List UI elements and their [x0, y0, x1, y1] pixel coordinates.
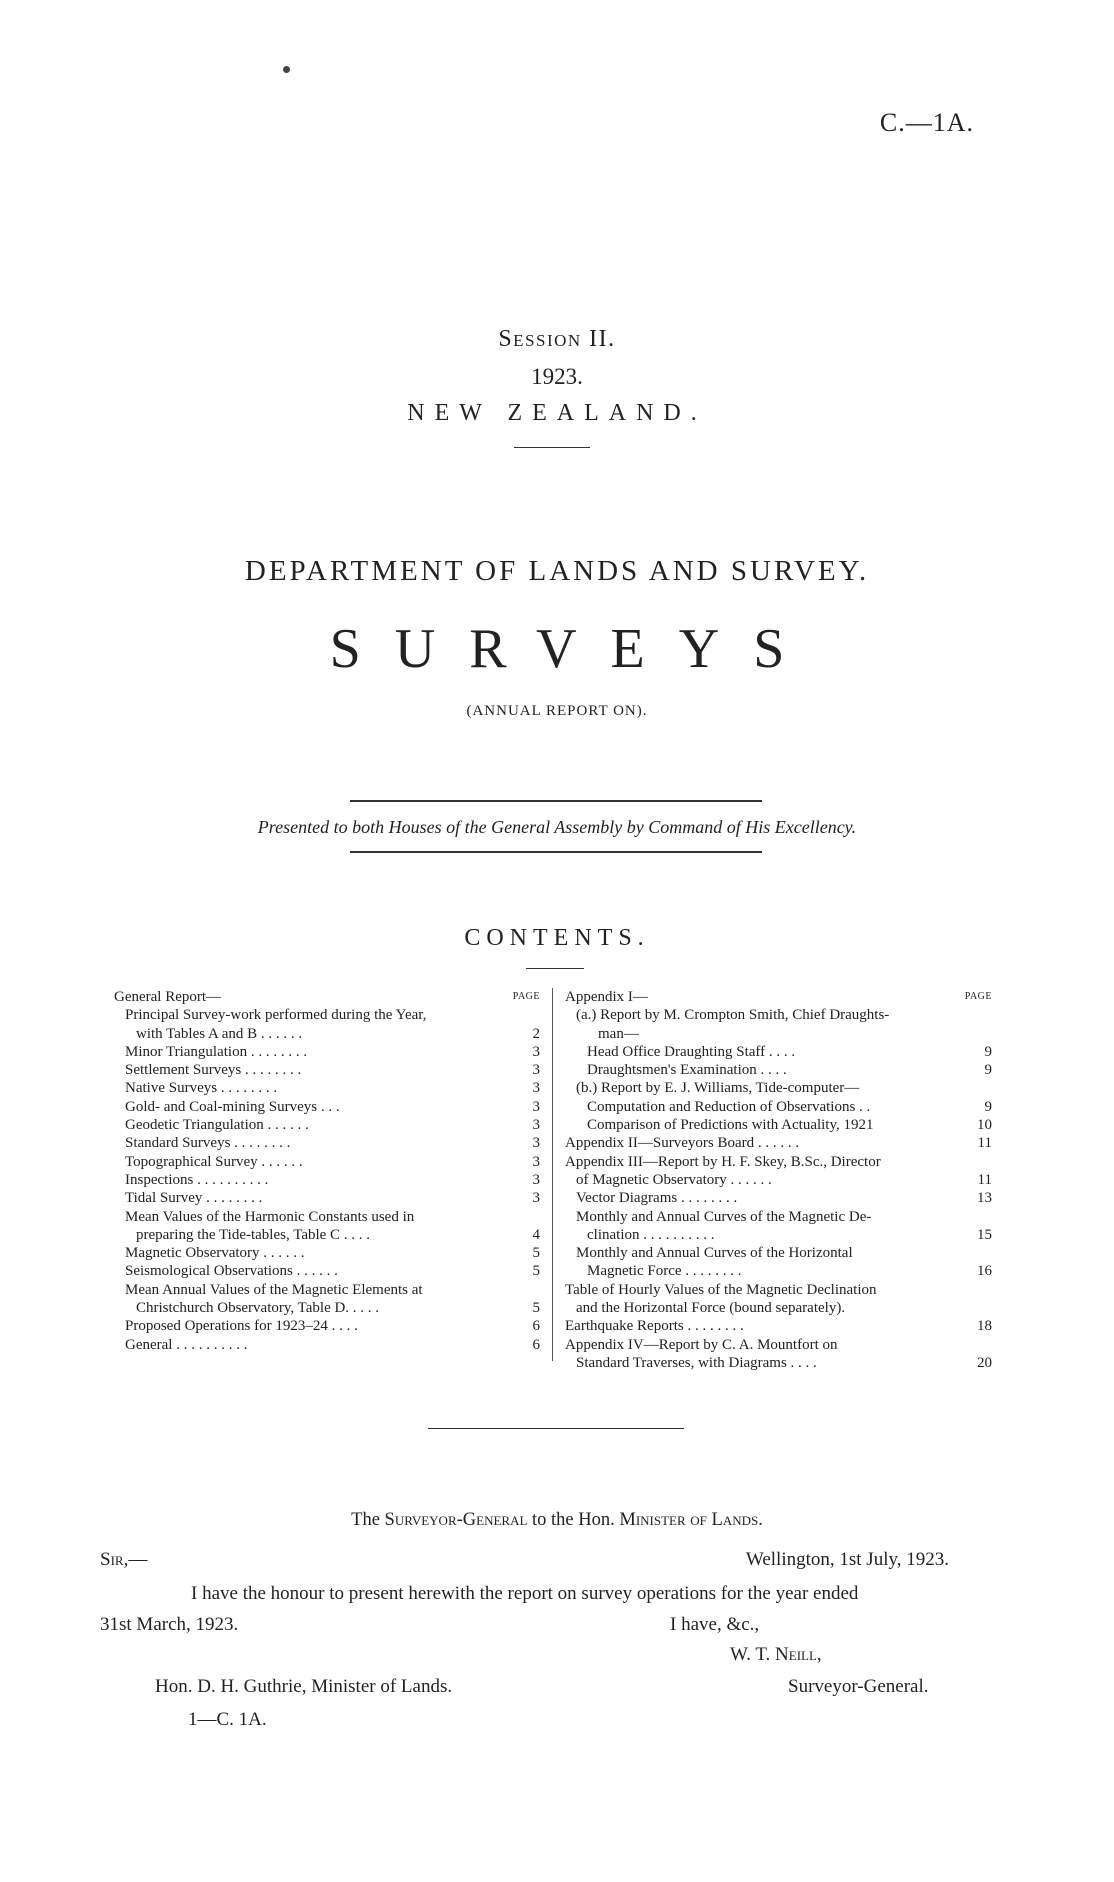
contents-entry — [565, 1116, 992, 1134]
contents-entry — [114, 1098, 540, 1116]
contents-entry-page: 3 — [529, 1189, 541, 1207]
contents-entry-page: 4 — [529, 1226, 541, 1244]
contents-entry — [114, 1061, 540, 1079]
contents-entry — [114, 988, 540, 1006]
contents-entry — [565, 1189, 992, 1207]
contents-entry — [565, 1171, 992, 1189]
contents-entry-title: Standard Traverses, with Diagrams . . . . — [576, 1354, 817, 1371]
contents-entry — [565, 1134, 992, 1152]
page-footer-ref: 1—C. 1A. — [188, 1709, 267, 1730]
contents-entry — [114, 1208, 540, 1226]
letter-signature: W. T. Neill, — [730, 1644, 822, 1665]
contents-entry — [565, 1153, 992, 1171]
contents-entry-page: 11 — [974, 1171, 992, 1189]
salutation: Sir,— — [100, 1549, 148, 1570]
contents-entry-page: 11 — [974, 1134, 992, 1152]
contents-entry — [114, 1134, 540, 1152]
contents-entry — [114, 1006, 540, 1024]
country: NEW ZEALAND. — [407, 400, 707, 426]
contents-entry-title: and the Horizontal Force (bound separately). — [576, 1300, 846, 1317]
contents-entry — [565, 1336, 992, 1354]
letter-closing: I have, &c., — [670, 1614, 760, 1635]
contents-entry — [565, 1299, 992, 1317]
contents-entry-page: 3 — [529, 1098, 541, 1116]
contents-entry-title: Appendix IV—Report by C. A. Mountfort on — [565, 1336, 838, 1353]
contents-entry — [565, 1281, 992, 1299]
presented-line: Presented to both Houses of the General Assembly by Command of His Excellency. — [257, 817, 857, 837]
contents-entry-title: preparing the Tide-tables, Table C . . . . — [136, 1226, 371, 1243]
contents-entry-page: 3 — [529, 1134, 541, 1152]
contents-entry-page: 10 — [973, 1116, 992, 1134]
contents-entry-title: Geodetic Triangulation . . . . . . — [125, 1117, 309, 1134]
contents-entry-page: 5 — [529, 1262, 541, 1280]
contents-entry-title: (b.) Report by E. J. Williams, Tide-computer— — [576, 1080, 860, 1097]
contents-entry-title: Head Office Draughting Staff . . . . — [587, 1043, 796, 1060]
contents-entry-title: Principal Survey-work performed during the Year, — [125, 1007, 427, 1024]
session: Session II. — [498, 326, 616, 352]
contents-entry-title: Appendix I— — [565, 989, 648, 1005]
contents-entry-title: General Report— — [114, 989, 222, 1005]
contents-entry — [565, 1244, 992, 1262]
letter-body-line-2: 31st March, 1923. — [100, 1614, 239, 1635]
contents-entry — [565, 1006, 992, 1024]
contents-entry-title: Native Surveys . . . . . . . . — [125, 1080, 278, 1097]
contents-entry-page: 2 — [529, 1025, 541, 1043]
letter-heading-recipient: Minister of Lands — [619, 1510, 759, 1530]
contents-entry-page: 6 — [529, 1317, 541, 1335]
letter-heading-sender: Surveyor-General — [384, 1510, 528, 1530]
contents-entry-page: 9 — [981, 1098, 993, 1116]
letter-heading-part: to the Hon. — [527, 1510, 620, 1530]
contents-entry-title: Mean Annual Values of the Magnetic Elements at — [125, 1281, 423, 1298]
contents-entry — [114, 1336, 540, 1354]
contents-entry — [565, 1079, 992, 1097]
contents-entry — [114, 1079, 540, 1097]
contents-entry — [114, 1317, 540, 1335]
contents-entry-title: Computation and Reduction of Observations . . — [587, 1098, 871, 1115]
title-divider — [514, 447, 590, 448]
contents-entry-title: Magnetic Observatory . . . . . . — [125, 1245, 305, 1262]
contents-entry-title: Topographical Survey . . . . . . — [125, 1153, 303, 1170]
contents-entry-title: with Tables A and B . . . . . . — [136, 1025, 303, 1042]
contents-entry-page: 3 — [529, 1153, 541, 1171]
contents-entry — [114, 1281, 540, 1299]
signatory-title: Surveyor-General. — [788, 1676, 929, 1697]
contents-entry-title: Appendix II—Surveyors Board . . . . . . — [565, 1135, 800, 1152]
contents-entry-title: Draughtsmen's Examination . . . . — [587, 1062, 787, 1079]
contents-entry — [114, 1043, 540, 1061]
contents-entry-page: 3 — [529, 1079, 541, 1097]
contents-entry-title: Gold- and Coal-mining Surveys . . . — [125, 1098, 340, 1115]
contents-entry-title: Magnetic Force . . . . . . . . — [587, 1263, 742, 1280]
contents-entry-page: 3 — [529, 1171, 541, 1189]
contents-entry-page: 5 — [529, 1299, 541, 1317]
contents-entry-title: Proposed Operations for 1923–24 . . . . — [125, 1318, 358, 1335]
presented-rule-bottom — [350, 851, 762, 853]
contents-entry — [114, 1262, 540, 1280]
contents-entry — [565, 1043, 992, 1061]
document-title: SURVEYS — [329, 618, 819, 680]
contents-heading: CONTENTS. — [464, 925, 650, 951]
letter-heading-part: . — [758, 1510, 763, 1530]
page-column-label: PAGE — [512, 991, 540, 1002]
contents-entry-title: Comparison of Predictions with Actuality, 1921 — [587, 1117, 874, 1134]
letter-body-line-1: I have the honour to present herewith the report on survey operations for the year ended — [191, 1583, 859, 1604]
contents-entry — [114, 1299, 540, 1317]
contents-entry — [114, 1025, 540, 1043]
contents-entry-title: Monthly and Annual Curves of the Horizontal — [576, 1245, 853, 1262]
ink-dot — [283, 66, 290, 73]
place-date: Wellington, 1st July, 1923. — [745, 1549, 949, 1570]
contents-entry-title: Settlement Surveys . . . . . . . . — [125, 1062, 302, 1079]
contents-entry — [565, 1317, 992, 1335]
page-column-label: PAGE — [964, 991, 992, 1002]
contents-entry-page: 5 — [529, 1244, 541, 1262]
contents-entry-title: Tidal Survey . . . . . . . . — [125, 1190, 263, 1207]
contents-divider — [526, 968, 584, 969]
contents-entry-page: 6 — [529, 1336, 541, 1354]
contents-entry-title: (a.) Report by M. Crompton Smith, Chief Draughts- — [576, 1007, 890, 1024]
department: DEPARTMENT OF LANDS AND SURVEY. — [244, 555, 870, 587]
contents-entry-title: Minor Triangulation . . . . . . . . — [125, 1043, 308, 1060]
contents-right-column — [565, 988, 992, 1372]
contents-entry — [565, 988, 992, 1006]
contents-entry-page: 3 — [529, 1043, 541, 1061]
contents-entry-title: Appendix III—Report by H. F. Skey, B.Sc., Director — [565, 1153, 881, 1170]
contents-entry-page: 18 — [973, 1317, 992, 1335]
letter-heading — [0, 1510, 1114, 1531]
contents-entry-page: 3 — [529, 1061, 541, 1079]
contents-entry — [114, 1153, 540, 1171]
contents-entry-page: 9 — [981, 1061, 993, 1079]
contents-entry-page: 13 — [973, 1189, 992, 1207]
contents-entry-title: General . . . . . . . . . . — [125, 1336, 248, 1353]
contents-entry — [565, 1226, 992, 1244]
contents-entry — [114, 1116, 540, 1134]
contents-entry-title: Inspections . . . . . . . . . . — [125, 1171, 269, 1188]
contents-entry-page: 9 — [981, 1043, 993, 1061]
contents-entry — [565, 1061, 992, 1079]
letter-addressee: Hon. D. H. Guthrie, Minister of Lands. — [155, 1676, 453, 1697]
contents-left-column — [114, 988, 540, 1354]
contents-entry — [565, 1208, 992, 1226]
contents-entry-page: 15 — [973, 1226, 992, 1244]
year: 1923. — [531, 364, 583, 389]
contents-entry — [114, 1189, 540, 1207]
section-divider-long — [428, 1428, 684, 1429]
contents-entry — [565, 1025, 992, 1043]
contents-entry-title: Seismological Observations . . . . . . — [125, 1263, 338, 1280]
contents-entry-title: Earthquake Reports . . . . . . . . — [565, 1318, 744, 1335]
contents-entry-title: man— — [598, 1025, 639, 1042]
document-subtitle: (ANNUAL REPORT ON). — [466, 703, 648, 719]
contents-entry — [114, 1171, 540, 1189]
letter-heading-part: The — [351, 1510, 385, 1530]
contents-entry-page: 20 — [973, 1354, 992, 1372]
contents-entry-title: Vector Diagrams . . . . . . . . — [576, 1190, 738, 1207]
contents-entry-title: Standard Surveys . . . . . . . . — [125, 1135, 291, 1152]
contents-entry-title: Monthly and Annual Curves of the Magnetic De- — [576, 1208, 872, 1225]
presented-rule-top — [350, 800, 762, 802]
contents-entry-page: 3 — [529, 1116, 541, 1134]
contents-entry — [565, 1262, 992, 1280]
contents-entry-title: Christchurch Observatory, Table D. . . . . — [136, 1300, 380, 1317]
contents-entry — [565, 1354, 992, 1372]
contents-entry — [565, 1098, 992, 1116]
paper-reference: C.—1A. — [879, 108, 974, 137]
contents-entry-title: Table of Hourly Values of the Magnetic Declination — [565, 1281, 877, 1298]
contents-entry — [114, 1244, 540, 1262]
contents-entry-title: Mean Values of the Harmonic Constants used in — [125, 1208, 415, 1225]
contents-entry — [114, 1226, 540, 1244]
column-divider — [552, 988, 553, 1361]
contents-entry-title: clination . . . . . . . . . . — [587, 1226, 715, 1243]
contents-entry-page: 16 — [973, 1262, 992, 1280]
contents-entry-title: of Magnetic Observatory . . . . . . — [576, 1171, 772, 1188]
